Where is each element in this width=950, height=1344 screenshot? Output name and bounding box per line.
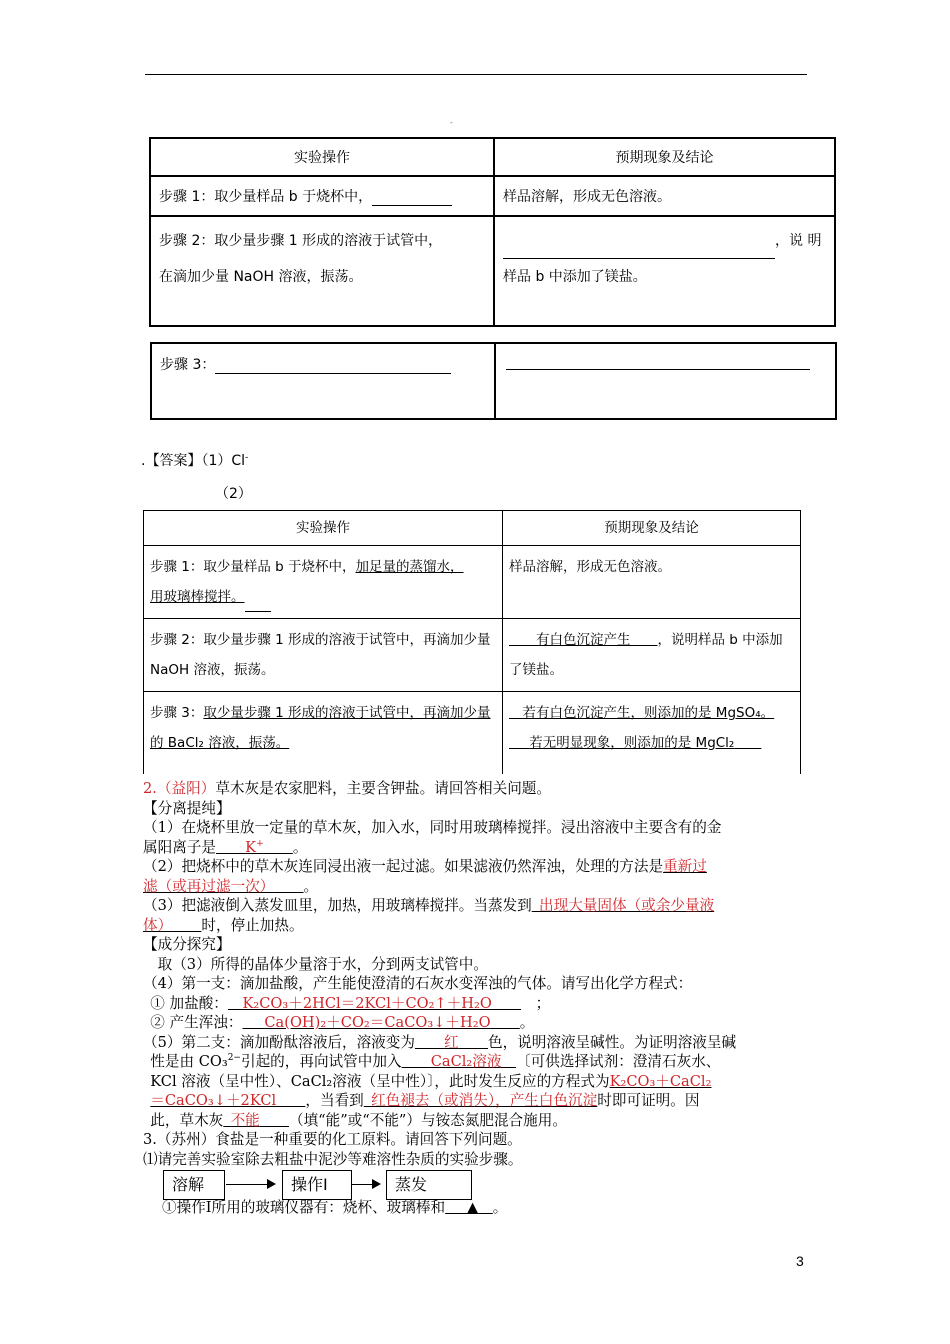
answer-col-header-result: 预期现象及结论 xyxy=(503,511,801,546)
step3-result xyxy=(495,343,836,419)
question-table xyxy=(149,137,836,327)
q2-section-separation: 【分离提纯】 xyxy=(143,799,231,817)
answer-step2-operation: 步骤 2：取少量步骤 1 形成的溶液于试管中，再滴加少量 NaOH 溶液，振荡。 xyxy=(144,619,503,692)
answer-step3-result: 若有白色沉淀产生，则添加的是 MgSO₄。 若无明显现象，则添加的是 MgCl₂ xyxy=(503,692,801,775)
q3-sub1: ⑴请完善实验室除去粗盐中泥沙等难溶性杂质的实验步骤。 xyxy=(143,1150,523,1168)
question-2: 2.（益阳）草木灰是农家肥料，主要含钾盐。请回答相关问题。 【分离提纯】 （1）在烧杯里放一定量的草木灰，加入水，同时用玻璃棒搅拌。浸出溶液中主要含有的金 属阳离子是 K+ 。 （2）把烧杯中的草木灰连同浸出液一起过滤。如果滤液仍然浑浊，处理的方法是重新过 滤（或再过滤一次） 。 （3）把滤液倒入蒸发皿里，加热，用玻璃棒搅拌。当蒸发到 出现大量固体（或余少量液 体） 时，停止加热。 【成分探究】 取（3）所得的晶体少量溶于水，分到两支试管中。 （4）第一支：滴加盐酸，产生能使澄清的石灰水变浑浊的气体。请写出化学方程式： ① 加盐酸： K₂CO₃＋2HCl＝2KCl＋CO₂↑＋H₂O ； ② 产生浑浊： Ca(OH)₂＋CO₂＝CaCO₃↓＋H₂O 。 （5）第二支：滴加酚酞溶液后，溶液变为 红 色，说明溶液呈碱性。为证明溶液呈碱 性是由 CO₃$^{2-}$引起的，再向试管中加入 CaCl₂溶液 〔可供选择试剂：澄清石灰水、 KCl 溶液（呈中性）、CaCl₂溶液（呈中性）〕，此时发生反应的方程式为K₂CO₃＋CaCl₂ ＝CaCO₃↓＋2KCl ，当看到 红色褪去（或消失），产生白色沉淀时即可证明。因 此，草木灰 不能 （填“能”或“不能”）与铵态氮肥混合施用。 3.（苏州）食盐是一种重要的化工原料。请回答下列问题。 ⑴请完善实验室除去粗盐中泥沙等难溶性杂质的实验步骤。 xyxy=(143,779,813,1169)
page-number: 3 xyxy=(796,1253,804,1269)
answer-step3-operation: 步骤 3：取少量步骤 1 形成的溶液于试管中，再滴加少量的 BaCl₂ 溶液，振荡。 xyxy=(144,692,503,775)
answer-table xyxy=(143,510,801,774)
q3-operation-line: ①操作Ⅰ所用的玻璃仪器有：烧杯、玻璃棒和 ▲ 。 xyxy=(162,1199,508,1216)
flow-step-evaporate: 蒸发 xyxy=(386,1170,472,1200)
answer-blank[interactable] xyxy=(503,258,775,259)
step1-result: 样品溶解，形成无色溶液。 xyxy=(494,176,835,216)
q2-section-analysis: 【成分探究】 xyxy=(143,936,231,953)
flow-arrow xyxy=(226,1184,274,1185)
answer-part2-label: （2） xyxy=(215,486,252,502)
step3-operation: 步骤 3： xyxy=(151,343,495,419)
question-step3-table xyxy=(150,342,837,420)
header-rule xyxy=(145,74,807,75)
answer-step1-result: 样品溶解，形成无色溶液。 xyxy=(503,546,801,619)
col-header-result: 预期现象及结论 xyxy=(494,138,835,176)
answer-blank[interactable] xyxy=(215,373,451,374)
flow-step-operation-1: 操作Ⅰ xyxy=(282,1170,352,1200)
answer-step1-operation: 步骤 1：取少量样品 b 于烧杯中，加足量的蒸馏水， 用玻璃棒搅拌。 xyxy=(144,546,503,619)
flow-step-dissolve: 溶解 xyxy=(163,1170,225,1200)
step2-result: ，说 明 样品 b 中添加了镁盐。 xyxy=(494,216,835,326)
step2-operation: 步骤 2：取少量步骤 1 形成的溶液于试管中， 在滴加少量 NaOH 溶液，振荡。 xyxy=(150,216,494,326)
q2-intro: 2.（益阳）草木灰是农家肥料，主要含钾盐。请回答相关问题。 xyxy=(143,780,551,797)
q3-intro: 3.（苏州）食盐是一种重要的化工原料。请回答下列问题。 xyxy=(143,1131,522,1148)
answer-col-header-operation: 实验操作 xyxy=(144,511,503,546)
answer-blank[interactable] xyxy=(506,369,810,370)
col-header-operation: 实验操作 xyxy=(150,138,494,176)
answer-blank[interactable] xyxy=(372,205,452,206)
step1-operation: 步骤 1：取少量样品 b 于烧杯中， xyxy=(150,176,494,216)
flow-arrow xyxy=(351,1184,379,1185)
answer-heading: .【答案】（1）Cl- xyxy=(141,452,249,469)
page-mark: - xyxy=(450,118,453,127)
answer-step2-result: 有白色沉淀产生 ，说明样品 b 中添加了镁盐。 xyxy=(503,619,801,692)
